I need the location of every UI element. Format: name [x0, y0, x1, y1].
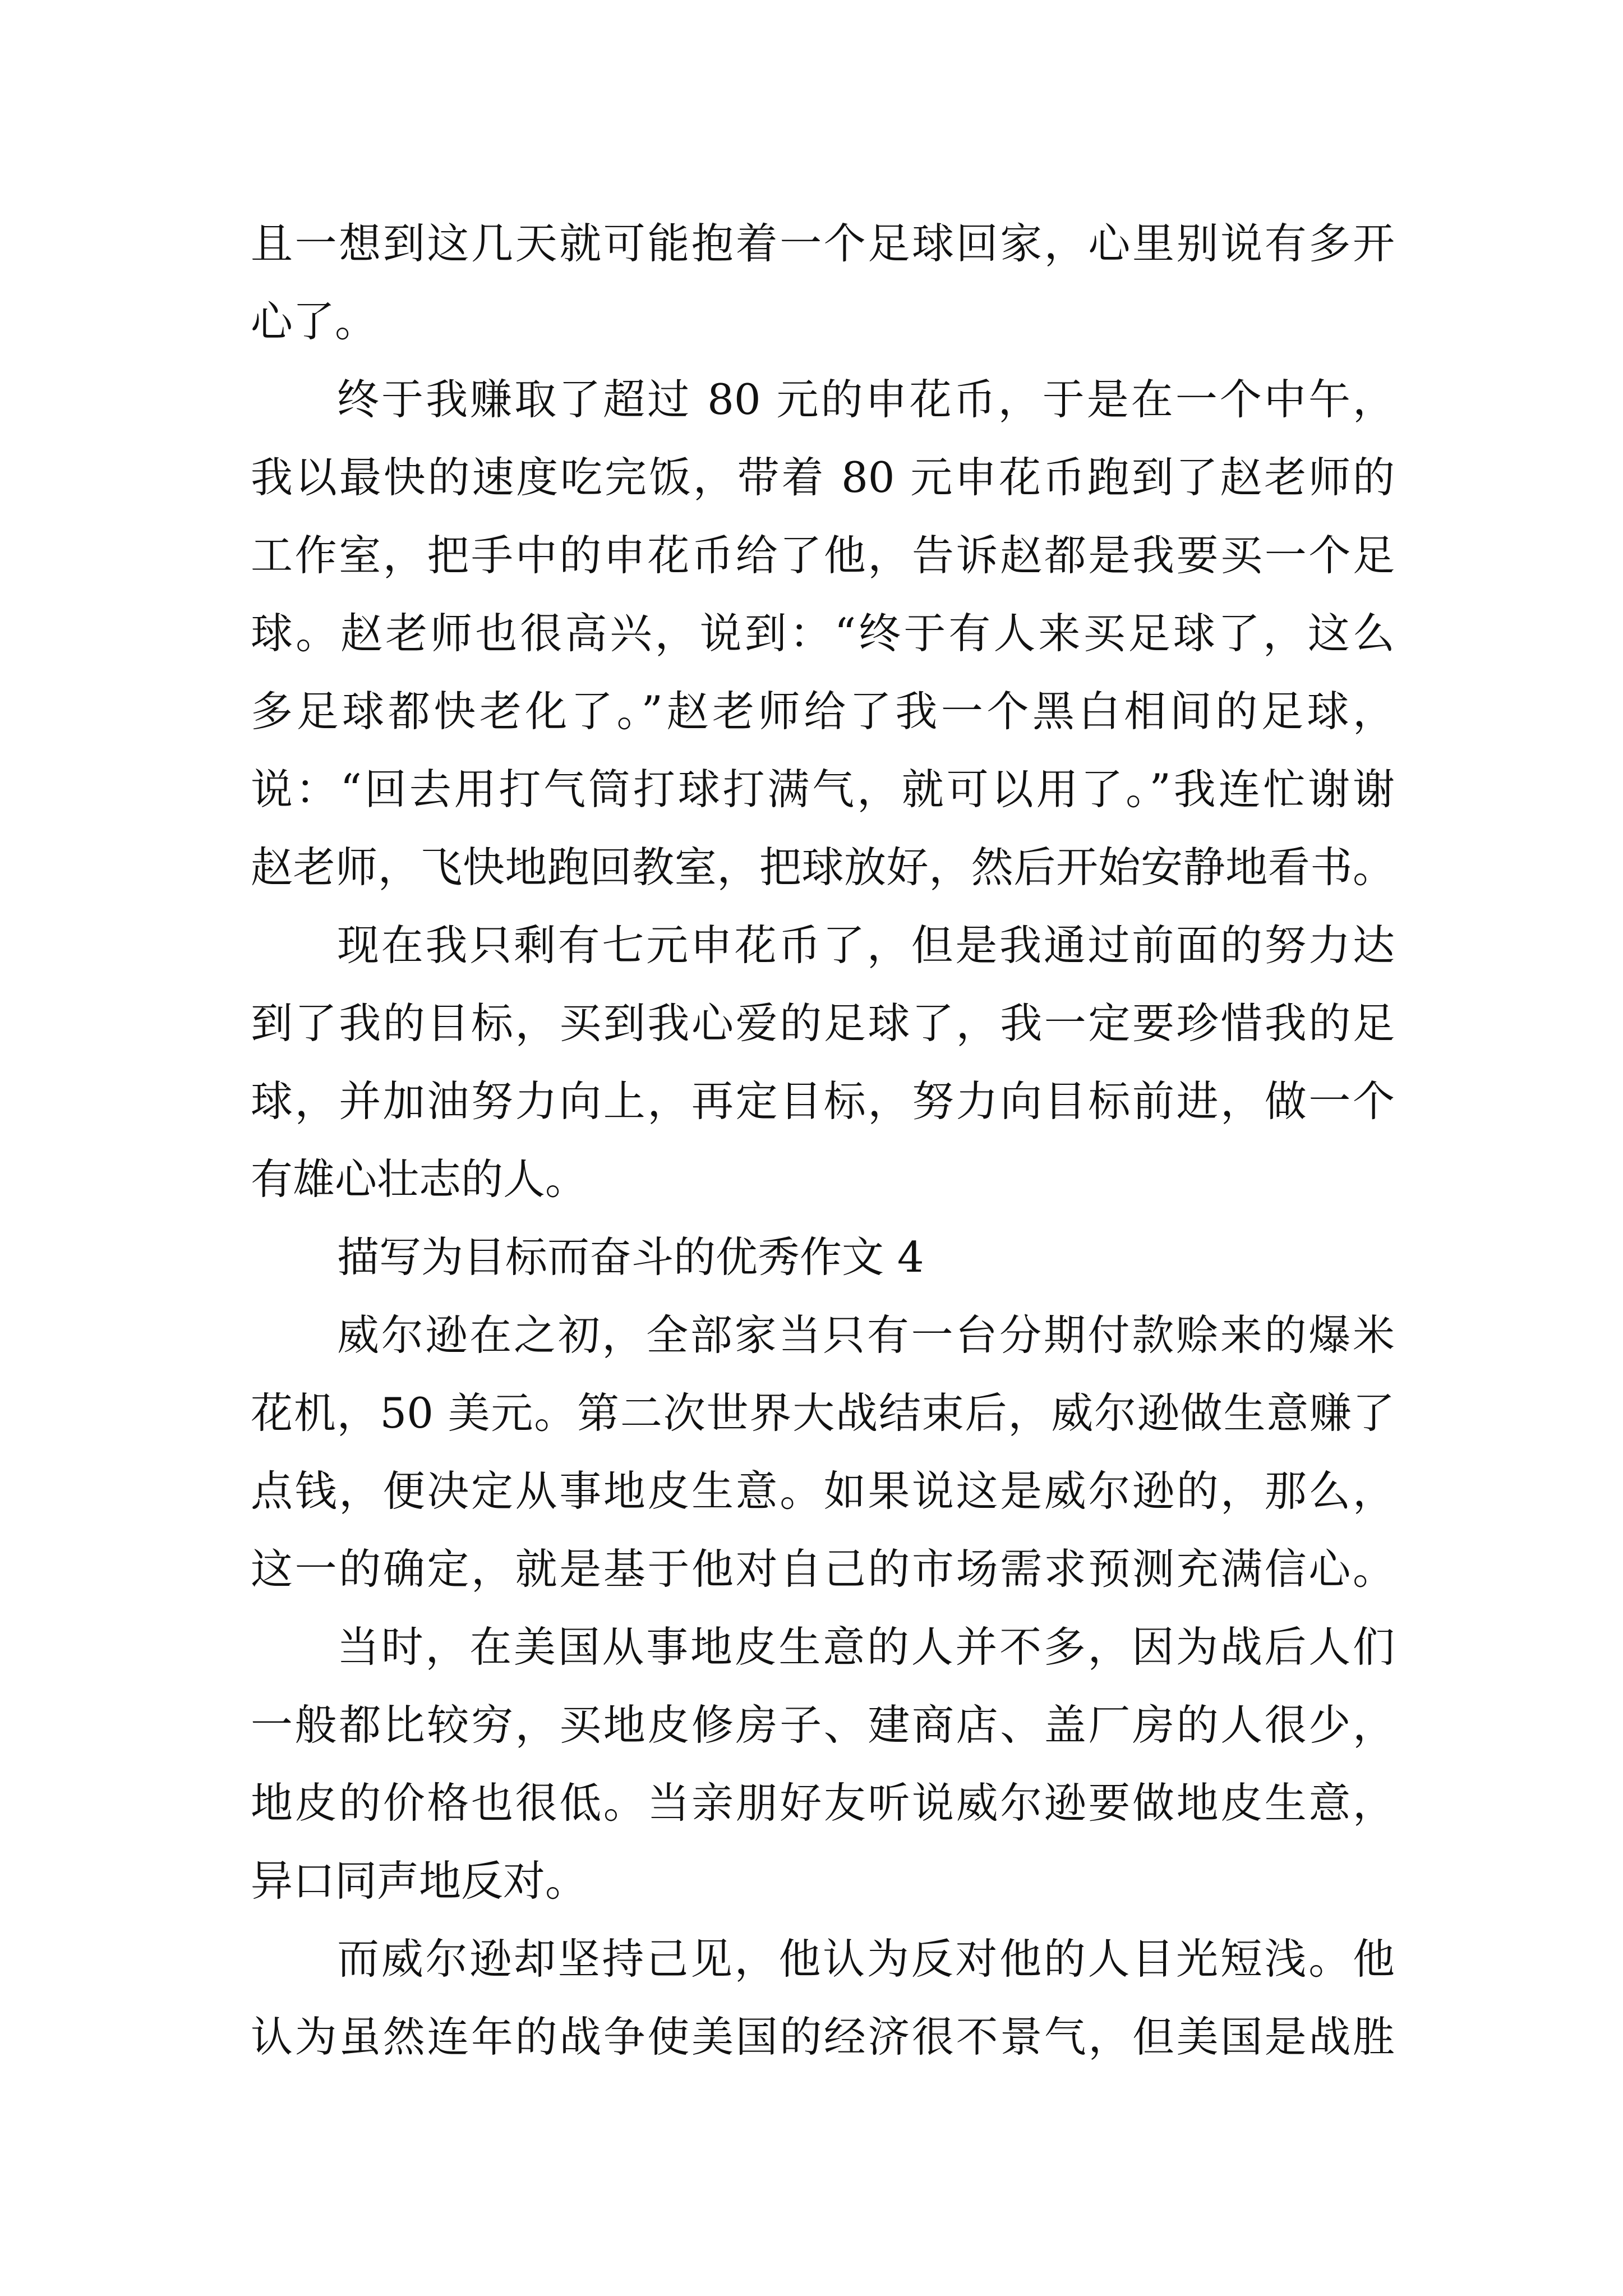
text-line: 多足球都快老化了。”赵老师给了我一个黑白相间的足球， [251, 687, 1395, 736]
text-line: 球。赵老师也很高兴，说到：“终于有人来买足球了，这么 [251, 609, 1395, 658]
text-line: 且一想到这几天就可能抱着一个足球回家，心里别说有多开 [251, 219, 1395, 268]
text-line: 这一的确定，就是基于他对自己的市场需求预测充满信心。 [251, 1544, 1395, 1594]
text-line: 威尔逊在之初，全部家当只有一台分期付款赊来的爆米 [337, 1310, 1395, 1360]
text-line: 花机，50 美元。第二次世界大战结束后，威尔逊做生意赚了 [251, 1388, 1395, 1438]
text-line: 说：“回去用打气筒打球打满气，就可以用了。”我连忙谢谢 [251, 765, 1395, 814]
text-line: 点钱，便决定从事地皮生意。如果说这是威尔逊的，那么， [251, 1466, 1395, 1516]
text-line: 到了我的目标，买到我心爱的足球了，我一定要珍惜我的足 [251, 999, 1395, 1048]
text-line: 工作室，把手中的申花币给了他，告诉赵都是我要买一个足 [251, 531, 1395, 580]
text-line: 地皮的价格也很低。当亲朋好友听说威尔逊要做地皮生意， [251, 1778, 1395, 1828]
text-line: 赵老师，飞快地跑回教室，把球放好，然后开始安静地看书。 [251, 843, 1395, 892]
text-line: 有雄心壮志的人。 [251, 1154, 588, 1204]
text-line: 一般都比较穷，买地皮修房子、建商店、盖厂房的人很少， [251, 1700, 1395, 1750]
text-line: 异口同声地反对。 [251, 1856, 588, 1906]
text-line: 心了。 [251, 297, 377, 346]
text-line: 终于我赚取了超过 80 元的申花币，于是在一个中午， [337, 375, 1395, 424]
text-line: 球，并加油努力向上，再定目标，努力向目标前进，做一个 [251, 1076, 1395, 1126]
text-line: 当时，在美国从事地皮生意的人并不多，因为战后人们 [337, 1622, 1395, 1672]
body-text [251, 205, 1395, 2076]
text-line: 现在我只剩有七元申花币了，但是我通过前面的努力达 [337, 921, 1395, 970]
text-line: 我以最快的速度吃完饭，带着 80 元申花币跑到了赵老师的 [251, 453, 1395, 502]
text-line: 而威尔逊却坚持己见，他认为反对他的人目光短浅。他 [337, 1934, 1395, 1984]
text-line: 认为虽然连年的战争使美国的经济很不景气，但美国是战胜 [251, 2012, 1395, 2062]
section-heading: 描写为目标而奋斗的优秀作文 4 [337, 1232, 924, 1282]
